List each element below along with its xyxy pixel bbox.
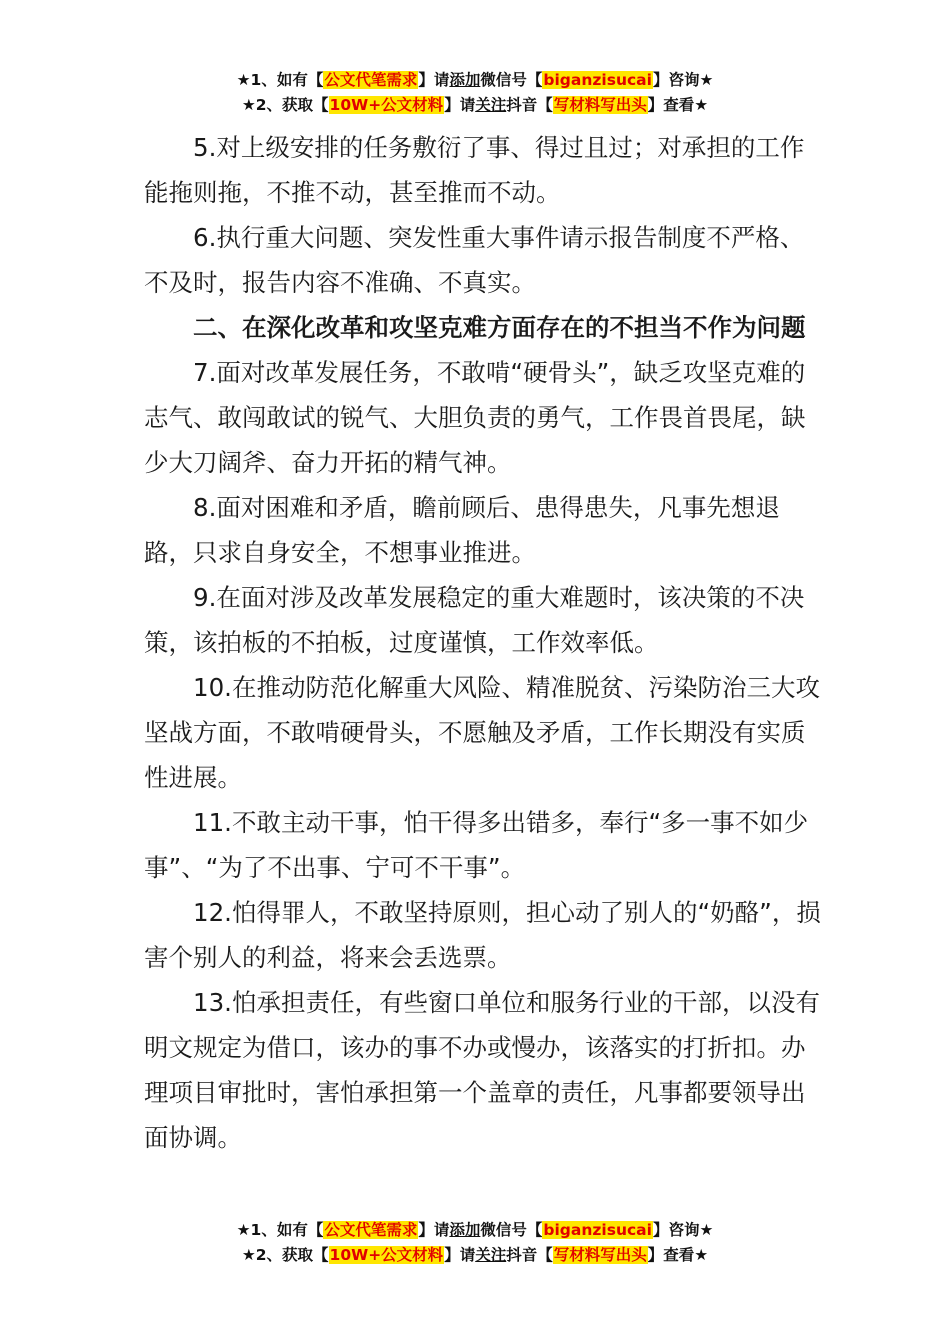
paragraph-13: 13.怕承担责任，有些窗口单位和服务行业的干部，以没有明文规定为借口，该办的事不办或慢办，该落实的打折扣。办理项目审批时，害怕承担第一个盖章的责任，凡事都要领导出面协调。 <box>144 988 820 1152</box>
banner-line-1: ★1、如有【公文代笔需求】请添加微信号【biganzisucai】咨询★ <box>236 1221 714 1239</box>
paragraph-6: 6.执行重大问题、突发性重大事件请示报告制度不严格、不及时，报告内容不准确、不真实。 <box>144 223 805 297</box>
banner-highlight: biganzisucai <box>543 1221 652 1239</box>
banner-highlight: 公文代笔需求 <box>324 71 418 89</box>
paragraph-7: 7.面对改革发展任务，不敢啃“硬骨头”，缺乏攻坚克难的志气、敢闯敢试的锐气、大胆负责的勇气，工作畏首畏尾，缺少大刀阔斧、奋力开拓的精气神。 <box>144 358 806 477</box>
document-body <box>144 125 824 1160</box>
header-banner <box>0 68 950 118</box>
paragraph-9: 9.在面对涉及改革发展稳定的重大难题时，该决策的不决策，该拍板的不拍板，过度谨慎，工作效率低。 <box>144 583 805 657</box>
section-heading-2: 二、在深化改革和攻坚克难方面存在的不担当不作为问题 <box>193 313 806 342</box>
paragraph-8: 8.面对困难和矛盾，瞻前顾后、患得患失，凡事先想退路，只求自身安全，不想事业推进。 <box>144 493 780 567</box>
banner-line-2: ★2、获取【10W+公文材料】请关注抖音【写材料写出头】查看★ <box>241 96 709 114</box>
banner-highlight: biganzisucai <box>543 71 652 89</box>
banner-highlight: 10W+公文材料 <box>329 1246 444 1264</box>
paragraph-11: 11.不敢主动干事，怕干得多出错多，奉行“多一事不如少事”、“为了不出事、宁可不干事”。 <box>144 808 809 882</box>
banner-highlight: 10W+公文材料 <box>329 96 444 114</box>
banner-line-2: ★2、获取【10W+公文材料】请关注抖音【写材料写出头】查看★ <box>241 1246 709 1264</box>
paragraph-12: 12.怕得罪人，不敢坚持原则，担心动了别人的“奶酪”，损害个别人的利益，将来会丢选票。 <box>144 898 821 972</box>
banner-highlight: 写材料写出头 <box>553 1246 647 1264</box>
banner-highlight: 写材料写出头 <box>553 96 647 114</box>
paragraph-10: 10.在推动防范化解重大风险、精准脱贫、污染防治三大攻坚战方面，不敢啃硬骨头，不愿触及矛盾，工作长期没有实质性进展。 <box>144 673 820 792</box>
banner-line-1: ★1、如有【公文代笔需求】请添加微信号【biganzisucai】咨询★ <box>236 71 714 89</box>
paragraph-5: 5.对上级安排的任务敷衍了事、得过且过；对承担的工作能拖则拖，不推不动，甚至推而不动。 <box>144 133 805 207</box>
footer-banner <box>0 1218 950 1268</box>
banner-highlight: 公文代笔需求 <box>324 1221 418 1239</box>
